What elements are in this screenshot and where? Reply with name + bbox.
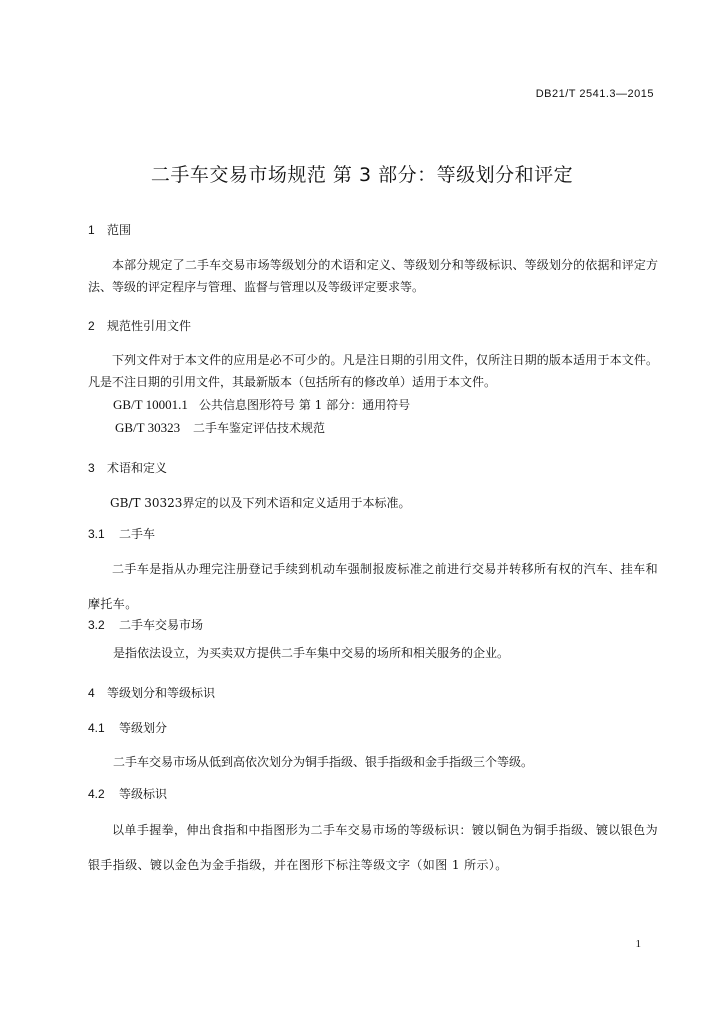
reference-title: 二手车鉴定评估技术规范: [193, 421, 326, 435]
section-1-heading: [88, 221, 131, 238]
section-number: 3.2: [88, 618, 105, 632]
document-code: DB21/T 2541.3—2015: [535, 88, 654, 100]
section-3-2-heading: [88, 616, 203, 633]
section-1-paragraph: 本部分规定了二手车交易市场等级划分的术语和定义、等级划分和等级标识、等级划分的依据和评定方法、等级的评定程序与管理、监督与管理以及等级评定要求等。: [88, 258, 658, 294]
section-number: 4: [88, 686, 95, 700]
section-title: 二手车交易市场: [119, 618, 204, 632]
section-title: 等级标识: [119, 787, 168, 801]
section-4-heading: [88, 684, 215, 701]
section-title: 范围: [107, 223, 132, 237]
section-number: 1: [88, 223, 95, 237]
reference-code: GB/T 10001.1: [113, 397, 188, 412]
section-3-1-paragraph: 二手车是指从办理完注册登记手续到机动车强制报废标准之前进行交易并转移所有权的汽车、挂车和摩托车。: [88, 562, 658, 611]
reference-code: GB/T 30323: [115, 420, 181, 435]
section-number: 3: [88, 461, 95, 475]
section-number: 3.1: [88, 527, 105, 541]
section-3-heading: [88, 459, 167, 476]
section-4-2-paragraph: 以单手握拳，伸出食指和中指图形为二手车交易市场的等级标识：镀以铜色为铜手指级、镀以银色为银手指级、镀以金色为金手指级，并在图形下标注等级文字（如图 1 所示）。: [88, 823, 658, 872]
section-title: 规范性引用文件: [107, 319, 192, 333]
section-title: 二手车: [119, 527, 156, 541]
section-number: 2: [88, 319, 95, 333]
section-title: 等级划分和等级标识: [107, 686, 216, 700]
reference-item: [115, 419, 325, 436]
reference-item: [113, 396, 410, 413]
reference-title: 公共信息图形符号 第 1 部分：通用符号: [199, 398, 411, 412]
section-number: 4.2: [88, 787, 105, 801]
section-4-1-paragraph: 二手车交易市场从低到高依次划分为铜手指级、银手指级和金手指级三个等级。: [113, 755, 534, 769]
section-title: 等级划分: [119, 721, 168, 735]
page-number: 1: [635, 938, 641, 950]
section-3-1-heading: [88, 525, 155, 542]
section-4-1-heading: [88, 719, 167, 736]
section-3-paragraph: GB/T 30323界定的以及下列术语和定义适用于本标准。: [110, 496, 411, 510]
section-number: 4.1: [88, 721, 105, 735]
section-3-2-paragraph: 是指依法设立，为买卖双方提供二手车集中交易的场所和相关服务的企业。: [113, 646, 510, 660]
section-title: 术语和定义: [107, 461, 168, 475]
section-2-paragraph: 下列文件对于本文件的应用是必不可少的。凡是注日期的引用文件，仅所注日期的版本适用于本文件。凡是不注日期的引用文件，其最新版本（包括所有的修改单）适用于本文件。: [88, 353, 658, 389]
document-title: 二手车交易市场规范 第 3 部分：等级划分和评定: [150, 164, 574, 186]
section-4-2-heading: [88, 785, 167, 802]
section-2-heading: [88, 317, 191, 334]
